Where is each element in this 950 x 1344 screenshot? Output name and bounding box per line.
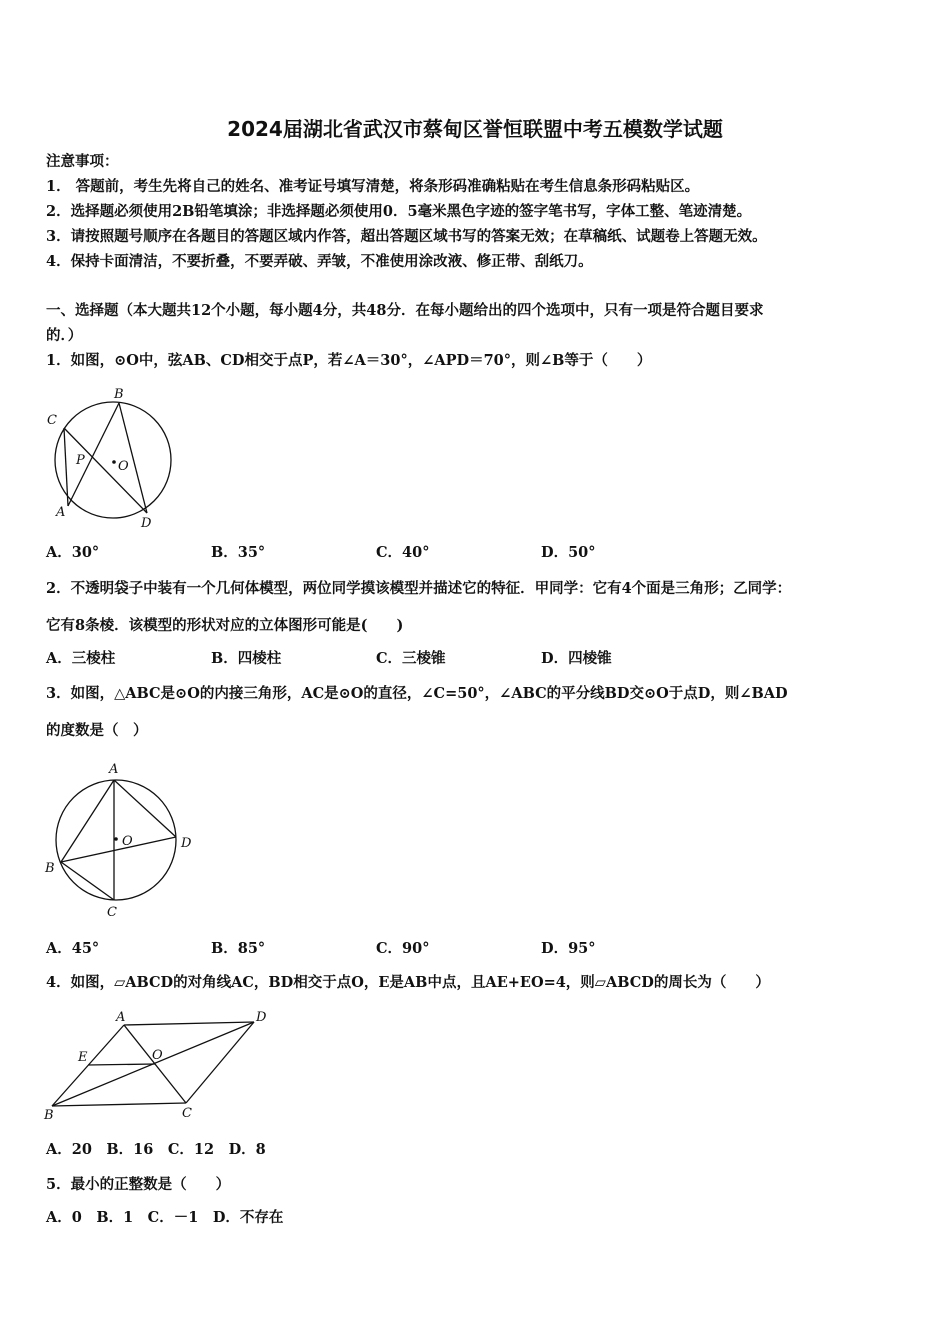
question-3-stem-line1: 3．如图，△ABC是⊙O的内接三角形，AC是⊙O的直径，∠C=50°，∠ABC的平分线BD交⊙O于点D，则∠BAD [46,685,788,702]
q3-label-c: C [107,905,117,920]
question-4-options: A．20 B．16 C．12 D．8 [46,1141,266,1158]
question-5-options: A．0 B．1 C．－1 D．不存在 [46,1209,284,1226]
question-1-figure [44,382,180,532]
q4-label-e: E [78,1050,88,1065]
q4-label-d: D [256,1010,267,1025]
page-title: 2024届湖北省武汉市蔡甸区誉恒联盟中考五模数学试题 [227,117,723,141]
q1-label-d: D [141,516,152,531]
q4-side-dc [186,1022,254,1103]
q3-side-ab [61,780,114,862]
q4-side-ad [124,1022,254,1025]
notice-item-2: 2．选择题必须使用2B铅笔填涂；非选择题必须使用0．5毫米黑色字迹的签字笔书写，字体工整、笔迹清楚。 [46,203,752,220]
q3-chord-bd [61,837,176,862]
q4-side-ba [52,1025,124,1106]
question-2-option-b: B．四棱柱 [211,650,282,667]
q3-label-a: A [109,762,119,777]
q3-center-dot [114,837,118,841]
question-3-figure [40,757,200,923]
question-1-option-a: A．30° [46,544,100,561]
question-2-stem-line1: 2．不透明袋子中装有一个几何体模型，两位同学摸该模型并描述它的特征．甲同学：它有4个面是三角形；乙同学： [46,580,792,597]
q4-segment-eo [88,1064,155,1065]
q1-label-a: A [56,505,66,520]
q1-label-b: B [114,387,124,402]
notice-item-4: 4．保持卡面清洁，不要折叠，不要弄破、弄皱，不准使用涂改液、修正带、刮纸刀。 [46,253,593,270]
q3-label-o: O [122,834,133,849]
q4-label-c: C [182,1106,192,1121]
question-5-stem: 5．最小的正整数是（ ） [46,1176,231,1193]
question-1-stem: 1．如图，⊙O中，弦AB、CD相交于点P，若∠A＝30°，∠APD＝70°，则∠B等于（ ） [46,352,652,369]
q1-chord-bd [119,403,147,513]
question-1-option-d: D．50° [541,544,596,561]
q4-label-a: A [116,1010,126,1025]
q3-side-bc [61,862,114,900]
q1-label-c: C [47,413,57,428]
q1-center-dot [112,460,116,464]
q3-label-d: D [181,836,192,851]
question-2-stem-line2: 它有8条棱．该模型的形状对应的立体图形可能是( ) [46,617,404,634]
q4-label-o: O [152,1048,163,1063]
question-2-option-a: A．三棱柱 [46,650,116,667]
question-3-option-b: B．85° [211,940,266,957]
notice-item-1: 1． 答题前，考生先将自己的姓名、准考证号填写清楚，将条形码准确粘贴在考生信息条形码粘贴区。 [46,178,700,195]
q1-circle [55,402,171,518]
question-4-figure [42,1005,276,1127]
question-3-option-d: D．95° [541,940,596,957]
q4-label-b: B [44,1108,54,1123]
q4-side-cb [52,1103,186,1106]
question-1-option-c: C．40° [376,544,430,561]
question-2-option-d: D．四棱锥 [541,650,612,667]
question-3-option-a: A．45° [46,940,100,957]
question-1-option-b: B．35° [211,544,266,561]
question-3-stem-line2: 的度数是（ ） [46,722,148,739]
q1-chord-cd [64,428,147,513]
q3-label-b: B [45,861,55,876]
notice-item-3: 3．请按照题号顺序在各题目的答题区域内作答，超出答题区域书写的答案无效；在草稿纸、试题卷上答题无效。 [46,228,767,245]
notice-heading: 注意事项： [46,153,119,170]
question-3-option-c: C．90° [376,940,430,957]
section-header-line1: 一、选择题（本大题共12个小题，每小题4分，共48分．在每小题给出的四个选项中，只有一项是符合题目要求 [46,302,764,319]
question-2-option-c: C．三棱锥 [376,650,446,667]
question-4-stem: 4．如图，▱ABCD的对角线AC，BD相交于点O，E是AB中点，且AE+EO=4，则▱ABCD的周长为（ ） [46,974,770,991]
q1-label-o: O [118,459,129,474]
q1-label-p: P [76,453,85,468]
section-header-line2: 的．） [46,327,83,344]
